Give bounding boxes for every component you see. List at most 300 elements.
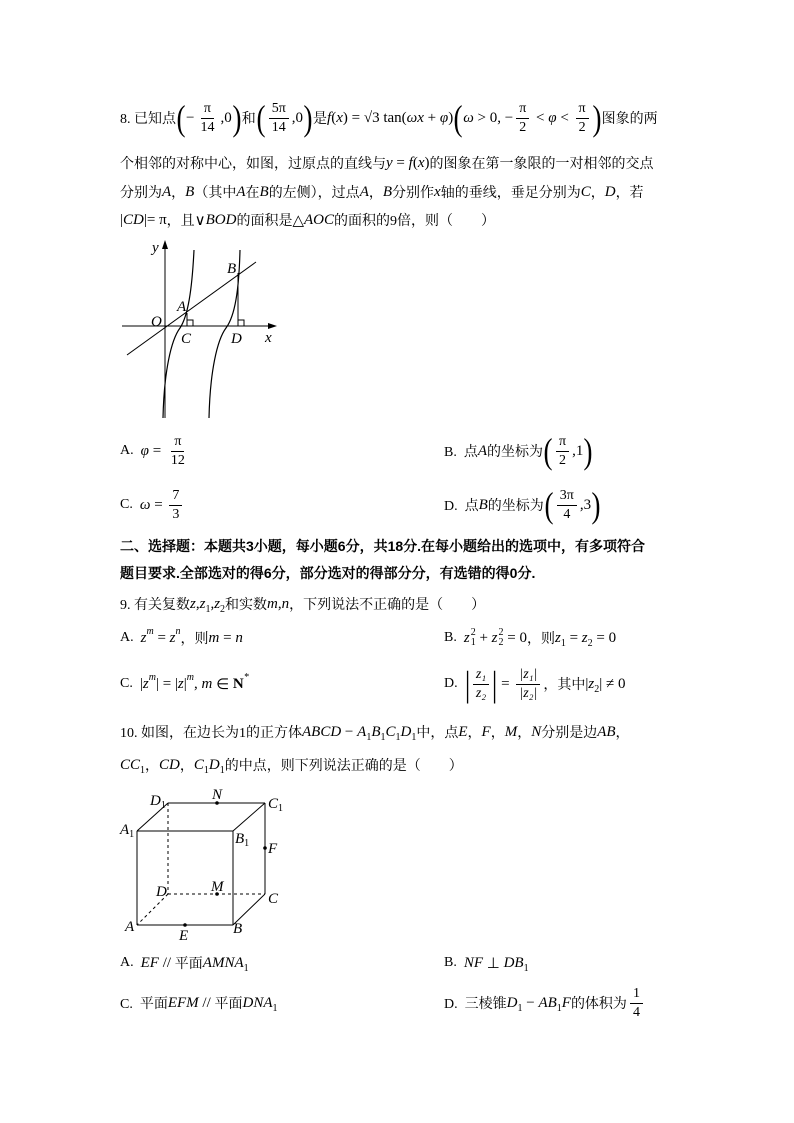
expression: [369, 182, 383, 202]
label-base: E: [179, 928, 189, 944]
expression: [341, 724, 357, 741]
expression: [168, 995, 199, 1012]
label-c: [268, 891, 279, 907]
text-run: 和: [241, 112, 256, 127]
expression: [159, 955, 175, 972]
math-operator: =: [565, 629, 582, 646]
math-operator: |: [585, 675, 589, 692]
math-symbol: z: [199, 595, 206, 612]
text-run: 的坐标为: [487, 499, 544, 514]
large-delimiter: (: [544, 485, 554, 525]
fraction-numerator: π: [171, 434, 184, 452]
math-symbol: D: [400, 723, 412, 740]
text-run: 的左侧），过点: [268, 186, 360, 201]
expression: [171, 182, 185, 202]
text-run: ，下列说法不正确的是（ ）: [289, 598, 486, 613]
q8-option-a: [120, 429, 191, 473]
math-symbol: C: [193, 756, 204, 773]
fraction: [556, 434, 569, 469]
math-operator: −: [186, 109, 195, 126]
math-symbol: φ: [140, 442, 149, 459]
expression: [186, 110, 194, 127]
text-run: 是: [313, 112, 328, 127]
text-run: ，则: [526, 632, 555, 647]
superscript: *: [243, 671, 249, 683]
question-8-line-4: [120, 210, 495, 230]
expression: [145, 755, 159, 775]
fraction-denominator: 3: [172, 506, 180, 522]
large-delimiter: ): [591, 485, 601, 525]
math-operator: =: [497, 675, 514, 692]
math-operator: > 0, −: [473, 109, 514, 126]
label-y: y: [152, 240, 159, 256]
q10-option-b: [444, 953, 529, 973]
q10-option-d: [444, 981, 646, 1025]
expression: [256, 98, 266, 138]
expression: [479, 497, 488, 514]
math-symbol: z: [491, 629, 498, 646]
math-operator: |= π: [143, 211, 167, 228]
text-run: ，: [490, 726, 505, 741]
text-run: A.: [120, 630, 141, 645]
subscript: 1: [205, 603, 211, 615]
fraction: [630, 986, 643, 1021]
q8-option-b: [444, 429, 593, 473]
math-symbol: C: [580, 183, 591, 200]
subscript: 1: [203, 764, 209, 776]
text-run: 平面: [174, 957, 203, 972]
math-symbol: B: [371, 723, 381, 740]
expression: [304, 212, 334, 229]
label-base: C: [268, 891, 279, 907]
expression: [429, 153, 653, 173]
expression: [476, 630, 492, 647]
expression: [209, 757, 225, 774]
expression: [465, 664, 470, 704]
math-operator: −: [522, 994, 539, 1011]
math-symbol: z: [214, 595, 221, 612]
tangent-graph-figure: [115, 235, 290, 425]
expression: [444, 495, 479, 515]
math-symbol: A: [162, 183, 172, 200]
expression: [487, 441, 543, 461]
text-run: B.: [444, 955, 464, 970]
math-symbol: AOC: [304, 211, 335, 228]
expression: [120, 722, 302, 742]
text-run: （其中: [194, 186, 237, 201]
expression: [334, 210, 495, 230]
expression: [219, 630, 235, 647]
text-run: ，: [590, 186, 605, 201]
expression: [557, 110, 573, 127]
text-run: 的体积为: [570, 997, 627, 1012]
right-angle-mark-d: [238, 320, 244, 326]
expression: [581, 184, 591, 201]
expression: [616, 722, 630, 742]
fraction-denominator: 4: [632, 1004, 640, 1020]
expression: [463, 110, 474, 127]
math-operator: ∈: [212, 676, 233, 693]
math-symbol: f: [327, 109, 332, 126]
label-base: A: [120, 822, 130, 838]
math-symbol: C: [385, 723, 396, 740]
math-symbol: F: [481, 723, 491, 740]
math-operator: <: [556, 109, 573, 126]
expression: [444, 676, 465, 692]
point-e: [183, 923, 187, 927]
expression: [464, 955, 483, 972]
expression: [225, 594, 267, 614]
label-point-b: B: [227, 261, 237, 277]
expression: [582, 630, 593, 647]
text-run: 轴的垂线，垂足分别为: [440, 186, 581, 201]
math-operator: ): [424, 154, 430, 171]
math-operator: ,: [277, 595, 282, 612]
expression: [194, 757, 209, 774]
math-symbol: n: [281, 595, 290, 612]
subscript: 2: [498, 637, 504, 648]
expression: [292, 211, 304, 230]
fraction: [516, 101, 529, 136]
expression: [441, 182, 581, 202]
expression: [120, 993, 168, 1013]
expression: [393, 155, 409, 172]
text-run: ，: [179, 759, 194, 774]
text-run: D. 点: [444, 499, 479, 514]
expression: [123, 212, 144, 229]
large-delimiter: |: [492, 664, 498, 704]
q9-option-a: [120, 625, 243, 648]
expression: [220, 110, 231, 127]
expression: [156, 676, 178, 693]
text-run: ，其中: [543, 678, 586, 693]
subscript: 1: [140, 764, 146, 776]
math-operator: +: [475, 629, 492, 646]
subscript: 1: [366, 731, 372, 743]
math-symbol: D: [208, 756, 220, 773]
question-8-line-3: [120, 182, 644, 202]
label-point-a: A: [177, 299, 187, 315]
expression: [383, 184, 392, 201]
subscript: 2: [220, 603, 226, 615]
text-run: ，: [171, 186, 186, 201]
text-run: ，: [467, 726, 482, 741]
math-symbol: z: [177, 675, 184, 692]
expression: [491, 722, 505, 742]
math-symbol: z: [140, 629, 147, 646]
expression: [392, 182, 434, 202]
expression: [504, 955, 529, 972]
superscript: m: [148, 671, 156, 683]
math-operator: =: [148, 442, 165, 459]
text-run: 图象的两: [601, 112, 658, 127]
expression: [343, 110, 407, 127]
math-operator: ∨: [194, 212, 206, 229]
expression: [440, 110, 448, 127]
label-c1: [268, 796, 283, 814]
text-run: 分别作: [392, 186, 435, 201]
text-run: 10. 如图，在边长为1的正方体: [120, 726, 302, 741]
text-run: ，: [145, 759, 160, 774]
expression: [120, 497, 140, 513]
expression: [444, 955, 464, 971]
expression: [407, 110, 424, 127]
math-symbol: D: [604, 183, 616, 200]
fraction-numerator: z₁: [473, 667, 489, 685]
text-run: 的坐标为: [487, 445, 544, 460]
label-a: [124, 919, 135, 935]
math-operator: ,: [210, 595, 215, 612]
math-operator: −: [341, 723, 358, 740]
math-operator: ,: [194, 675, 202, 692]
expression: [169, 625, 181, 647]
label-base: D: [150, 793, 161, 809]
math-symbol: NF: [463, 954, 484, 971]
expression: [202, 676, 213, 693]
expression: [505, 724, 518, 741]
expression: [492, 628, 504, 648]
expression: [401, 724, 417, 741]
q10-option-c: [120, 993, 278, 1013]
expression: [572, 443, 583, 460]
subscript: 2: [594, 683, 600, 695]
math-symbol: ωx: [406, 109, 424, 126]
text-run: 个相邻的对称中心，如图，过原点的直线与: [120, 157, 386, 172]
expression: [593, 630, 616, 647]
math-symbol: E: [458, 723, 468, 740]
text-run: ，若: [615, 186, 644, 201]
expression: [580, 497, 591, 514]
question-8-line-2: [120, 153, 653, 173]
fraction-denominator: 2: [578, 119, 586, 135]
label-b: [233, 921, 242, 937]
expression: [185, 184, 194, 201]
expression: [203, 955, 249, 972]
expression: [120, 594, 190, 614]
expression: [605, 184, 616, 201]
text-run: C.: [120, 676, 140, 691]
label-base: C: [268, 796, 279, 812]
math-symbol: B: [382, 183, 393, 200]
expression: [209, 630, 220, 647]
text-run: 分别是边: [541, 726, 598, 741]
expression: [458, 724, 467, 741]
expression: [120, 955, 141, 971]
math-symbol: x: [417, 154, 425, 171]
expression: [200, 596, 211, 613]
subscript: 1: [395, 731, 401, 743]
fraction: [197, 101, 217, 136]
expression: [548, 110, 556, 127]
label-b1: [235, 831, 249, 849]
fraction-numerator: π: [201, 101, 214, 119]
fraction-numerator: π: [516, 101, 529, 119]
q8-option-c: [120, 483, 185, 527]
expression: [242, 108, 256, 128]
math-symbol: z: [463, 629, 470, 646]
right-angle-mark-c: [187, 320, 193, 326]
fraction-denominator: 12: [170, 452, 185, 468]
expression: [522, 995, 538, 1012]
expression: [303, 98, 313, 138]
fraction: [169, 488, 182, 523]
math-symbol: m: [267, 595, 278, 612]
expression: [424, 110, 440, 127]
math-operator: = 0: [592, 629, 617, 646]
math-symbol: φ: [548, 109, 557, 126]
text-run: ，: [517, 726, 532, 741]
expression: [162, 184, 171, 201]
expression: [269, 182, 360, 202]
subscript: 1: [560, 637, 566, 649]
x-axis-arrow: [268, 323, 277, 329]
expression: [543, 431, 553, 471]
math-operator: =: [219, 629, 236, 646]
text-run: 8. 已知点: [120, 112, 176, 127]
expression: [478, 443, 487, 460]
math-operator: |: [139, 675, 143, 692]
text-run: ，: [368, 186, 383, 201]
math-symbol: z: [554, 629, 561, 646]
expression: [544, 485, 554, 525]
expression: [592, 98, 602, 138]
math-operator: ,0: [220, 109, 232, 126]
question-8-line-1: [120, 96, 658, 140]
text-run: 和实数: [225, 598, 268, 613]
point-f: [263, 846, 267, 850]
large-delimiter: (: [176, 98, 186, 138]
expression: [150, 497, 166, 514]
fraction: [269, 101, 289, 136]
math-operator: ): [448, 109, 454, 126]
subscript: 1: [470, 637, 476, 648]
expression: [206, 212, 237, 229]
math-operator: △: [292, 212, 305, 229]
expression: [444, 441, 478, 461]
fraction: [473, 667, 489, 702]
label-point-d: D: [231, 331, 242, 347]
expression: [555, 630, 566, 647]
expression: [453, 98, 463, 138]
expression: [120, 182, 162, 202]
superscript: m: [186, 671, 194, 683]
expression: [246, 182, 260, 202]
expression: [181, 628, 209, 648]
fraction: [557, 488, 577, 523]
math-operator: = 0: [503, 629, 527, 646]
math-symbol: x: [434, 183, 441, 200]
expression: [225, 755, 463, 775]
expression: [541, 722, 597, 742]
expression: [214, 596, 225, 613]
text-run: ，: [615, 726, 630, 741]
bold-text: 二、选择题：本题共3小题，每小题6分，共18分.在每小题给出的选项中，有多项符合: [120, 538, 646, 554]
fraction-numerator: |z₁|: [516, 667, 540, 685]
expression: [194, 676, 202, 693]
expression: [120, 757, 145, 774]
math-symbol: B: [259, 183, 269, 200]
subscript: 2: [587, 637, 593, 649]
label-base: F: [268, 841, 278, 857]
math-symbol: A: [359, 183, 369, 200]
expression: [386, 155, 393, 172]
label-base: D: [156, 884, 167, 900]
subscript: 1: [380, 731, 386, 743]
expression: [444, 630, 464, 646]
math-symbol: CD: [123, 211, 144, 228]
math-symbol: z: [142, 675, 149, 692]
expression: [260, 184, 269, 201]
y-axis-arrow: [162, 240, 168, 249]
large-delimiter: (: [543, 431, 553, 471]
math-symbol: CC: [120, 756, 141, 773]
large-delimiter: (: [453, 98, 463, 138]
label-x: x: [265, 330, 272, 346]
math-symbol: f: [408, 154, 413, 171]
expression: [236, 210, 292, 230]
math-symbol: A: [357, 723, 367, 740]
math-operator: ,: [195, 595, 200, 612]
expression: [167, 210, 195, 230]
expression: [141, 443, 149, 460]
math-symbol: B: [478, 496, 488, 513]
expression: [180, 755, 194, 775]
expression: [199, 995, 215, 1012]
q9-option-c: [120, 662, 249, 706]
fraction-denominator: 2: [559, 452, 567, 468]
math-operator: +: [423, 109, 440, 126]
math-symbol: AB: [597, 723, 616, 740]
expression: [212, 675, 233, 694]
superscript: 2: [470, 627, 476, 638]
expression: [532, 110, 548, 127]
math-operator: |: [120, 211, 124, 228]
label-f: [267, 841, 278, 857]
math-operator: ,3: [579, 496, 592, 513]
math-symbol: m: [208, 629, 220, 646]
expression: [120, 676, 140, 692]
large-delimiter: ): [232, 98, 242, 138]
math-symbol: BOD: [205, 211, 237, 228]
text-run: C.: [120, 497, 140, 512]
math-operator: |: [183, 675, 187, 692]
expression: [149, 443, 165, 460]
large-delimiter: |: [464, 664, 470, 704]
label-d: [155, 884, 167, 900]
expression: [483, 954, 504, 973]
expression: [591, 182, 605, 202]
text-run: 的面积的9倍，则（ ）: [334, 214, 496, 229]
text-run: 的中点，则下列说法正确的是（ ）: [224, 759, 463, 774]
text-run: ，则: [180, 632, 209, 647]
expression: [434, 184, 441, 201]
math-symbol: m: [201, 675, 213, 692]
math-symbol: A: [236, 183, 246, 200]
math-symbol: z: [190, 595, 196, 612]
fraction-numerator: π: [556, 434, 569, 452]
math-operator: //: [158, 954, 175, 971]
expression: [357, 724, 371, 741]
text-run: D. 三棱锥: [444, 997, 507, 1012]
math-symbol: ABCD: [302, 723, 342, 740]
label-origin: O: [151, 314, 162, 330]
expression: [602, 108, 658, 128]
subscript: 1: [272, 1002, 278, 1014]
fraction-denominator: |z₂|: [519, 685, 538, 701]
fraction-denominator: 4: [563, 506, 571, 522]
number-set-symbol: N: [232, 675, 244, 692]
expression: [302, 724, 341, 741]
